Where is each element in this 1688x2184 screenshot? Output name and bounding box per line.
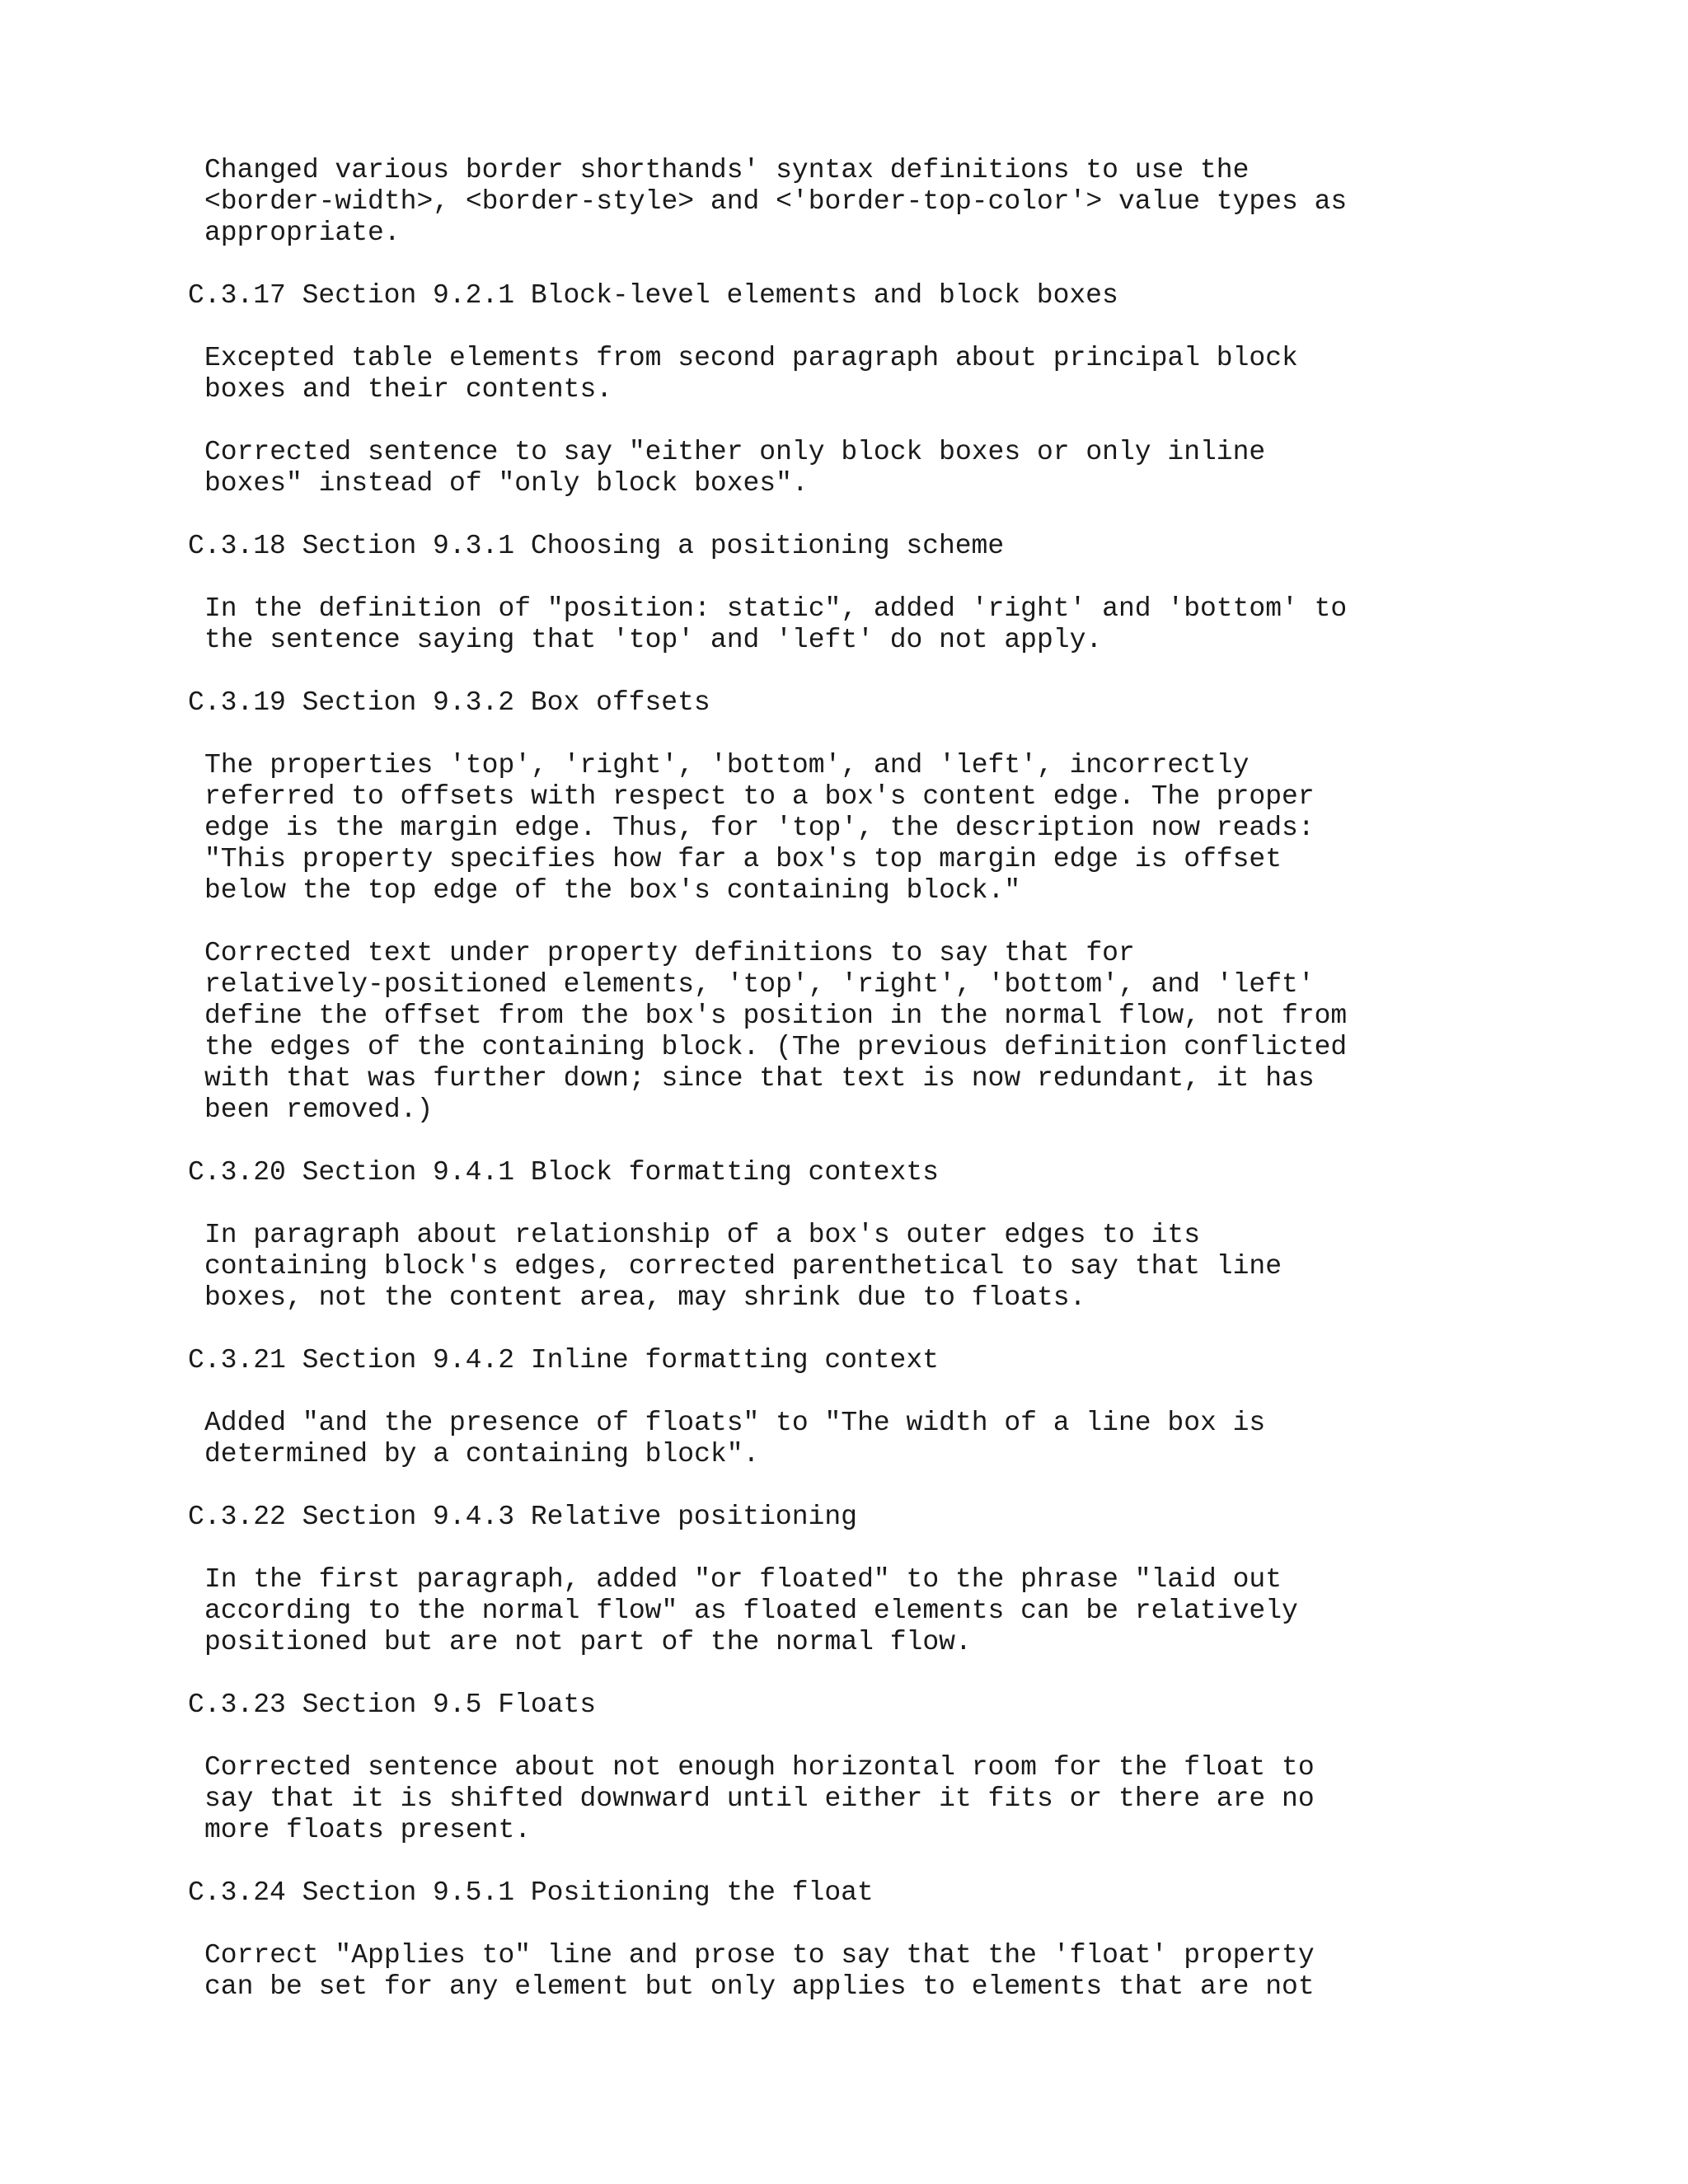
paragraph-line: In the first paragraph, added "or floated" to the phrase "laid out [204,1564,1282,1595]
paragraph-line: Changed various border shorthands' syntax definitions to use the [204,155,1250,185]
section-heading [188,531,1639,562]
paragraph-line: <border-width>, <border-style> and <'border-top-color'> value types as [204,186,1348,217]
paragraph-line: Added "and the presence of floats" to "The width of a line box is [204,1408,1266,1438]
paragraph-line: the sentence saying that 'top' and 'left' do not apply. [204,625,1103,655]
paragraph-line: can be set for any element but only applies to elements that are not [204,1971,1315,2002]
section-heading [188,280,1639,312]
paragraph-line: below the top edge of the box's containing block." [204,875,1021,906]
section-heading [188,1157,1639,1188]
paragraph-line: according to the normal flow" as floated elements can be relatively [204,1596,1298,1626]
paragraph-line: The properties 'top', 'right', 'bottom', and 'left', incorrectly [204,750,1250,780]
paragraph-line: with that was further down; since that text is now redundant, it has [204,1063,1315,1094]
section-heading-text: C.3.22 Section 9.4.3 Relative positioning [188,1502,857,1532]
section-heading-text: C.3.23 Section 9.5 Floats [188,1690,597,1720]
paragraph-line: positioned but are not part of the normal flow. [204,1627,972,1657]
paragraph-line: edge is the margin edge. Thus, for 'top', the description now reads: [204,813,1315,843]
paragraph [204,1220,1639,1314]
paragraph-line: Corrected sentence about not enough horizontal room for the float to [204,1752,1315,1783]
paragraph [204,155,1639,249]
paragraph-line: containing block's edges, corrected parenthetical to say that line [204,1251,1282,1282]
paragraph-line: relatively-positioned elements, 'top', 'right', 'bottom', and 'left' [204,969,1315,1000]
paragraph-line: appropriate. [204,218,401,248]
paragraph-line: In the definition of "position: static", added 'right' and 'bottom' to [204,593,1348,624]
section-heading [188,1690,1639,1721]
paragraph-line: boxes" instead of "only block boxes". [204,468,809,499]
document-body [188,155,1639,2034]
paragraph-line: boxes, not the content area, may shrink due to floats. [204,1282,1086,1313]
paragraph-line: say that it is shifted downward until either it fits or there are no [204,1783,1315,1814]
paragraph-line: In paragraph about relationship of a box's outer edges to its [204,1220,1200,1250]
section-heading [188,687,1639,719]
paragraph-line: been removed.) [204,1094,434,1125]
paragraph [204,750,1639,907]
section-heading [188,1345,1639,1376]
paragraph-line: more floats present. [204,1815,532,1845]
paragraph-line: Corrected sentence to say "either only block boxes or only inline [204,437,1266,467]
paragraph [204,437,1639,499]
section-heading-text: C.3.19 Section 9.3.2 Box offsets [188,687,710,718]
paragraph [204,1940,1639,2003]
section-heading-text: C.3.20 Section 9.4.1 Block formatting contexts [188,1157,939,1188]
paragraph [204,343,1639,405]
paragraph-line: Corrected text under property definitions to say that for [204,938,1135,968]
section-heading-text: C.3.18 Section 9.3.1 Choosing a positioning scheme [188,531,1005,561]
paragraph-line: the edges of the containing block. (The previous definition conflicted [204,1032,1348,1062]
section-heading-text: C.3.21 Section 9.4.2 Inline formatting context [188,1345,939,1376]
section-heading-text: C.3.17 Section 9.2.1 Block-level elements and block boxes [188,280,1118,311]
section-heading [188,1877,1639,1909]
paragraph [204,938,1639,1126]
paragraph [204,1752,1639,1846]
paragraph [204,1408,1639,1470]
section-heading-text: C.3.24 Section 9.5.1 Positioning the float [188,1877,874,1908]
section-heading [188,1502,1639,1533]
paragraph-line: Correct "Applies to" line and prose to say that the 'float' property [204,1940,1315,1971]
paragraph-line: boxes and their contents. [204,374,613,405]
paragraph [204,1564,1639,1658]
paragraph-line: "This property specifies how far a box's top margin edge is offset [204,844,1282,874]
paragraph-line: define the offset from the box's position in the normal flow, not from [204,1001,1348,1031]
paragraph [204,593,1639,656]
paragraph-line: referred to offsets with respect to a box's content edge. The proper [204,781,1315,812]
paragraph-line: Excepted table elements from second paragraph about principal block [204,343,1298,373]
paragraph-line: determined by a containing block". [204,1439,760,1469]
